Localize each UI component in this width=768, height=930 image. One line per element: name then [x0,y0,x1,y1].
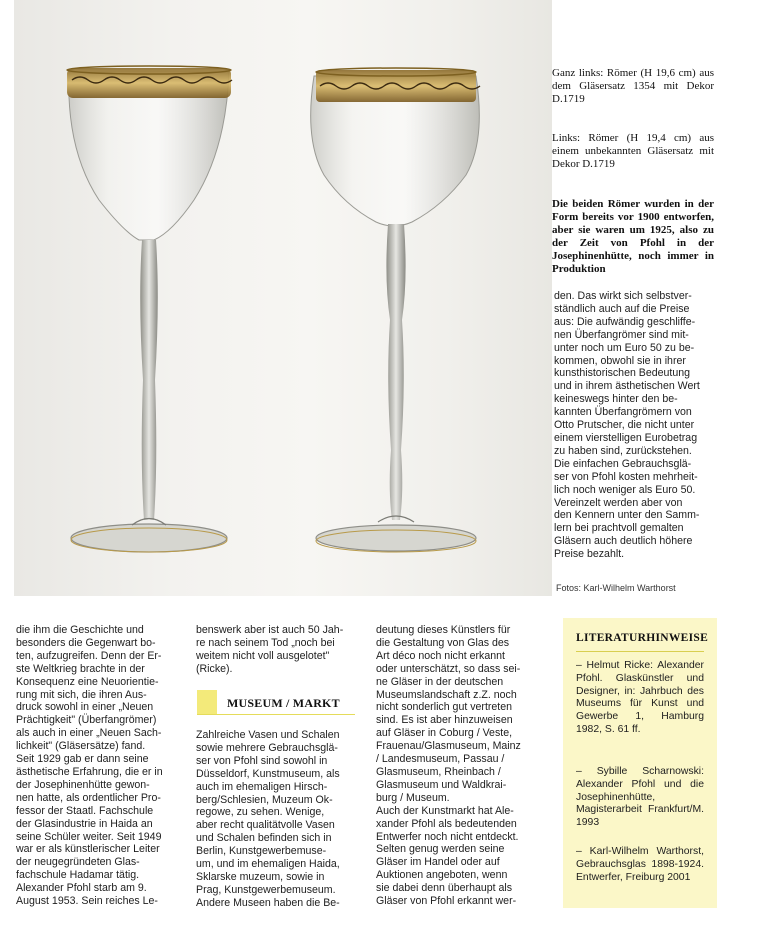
body-column-1: die ihm die Geschichte und besonders die Gegenwart bo- ten, aufzugreifen. Denn der Er- ste Weltkrieg brachte in der Konsequenz eine Neuorientie- rung mit sich, die ihren Aus- druck sowohl in einer „Neuen Prächtigkeit" (Überfangrömer) als auch in einer „Neuen Sach- lichkeit" (Gläsersätze) fand. Seit 1929 gab er dann seine ästhetische Erfahrung, die er in der Josephinenhütte gewon- nen hatte, als ordentlicher Pro- fessor der Staatl. Fachschule der Glasindustrie in Haida an seine Schüler weiter. Seit 1949 war er als künstlerischer Leiter der neugegründeten Glas- fachschule Hadamar tätig. Alexander Pfohl starb am 9. August 1953. Sein reiches Le- [16,624,163,908]
glasses-photo [14,0,552,596]
heading-rule [197,714,355,715]
literature-entry: – Karl-Wilhelm Warthorst, Gebrauchsglas 1898-1924. Entwerfer, Freiburg 2001 [576,846,704,883]
literature-entry: – Sybille Scharnowski: Alexander Pfohl und die Josephinenhütte, Magisterarbeit Frankfurt/M. 1993 [576,766,704,829]
roemer-glasses-illustration [14,0,552,596]
caption-both-glasses: Die beiden Römer wurden in der Form bereits vor 1900 entworfen, aber sie waren um 1925, also zu der Zeit von Pfohl in der Josephinenhütte, noch immer in Produktion [552,198,714,275]
literature-entry: – Helmut Ricke: Alexander Pfohl. Glaskünstler und Designer, in: Jahrbuch des Museums für Kunst und Gewerbe 1, Hamburg 1982, S. 61 ff. [576,660,704,735]
body-column-2-top: benswerk aber ist auch 50 Jah- re nach seinem Tod „noch bei weitem nicht voll ausgelotet" (Ricke). [196,624,344,675]
literature-rule [576,651,704,652]
museum-heading: MUSEUM / MARKT [227,696,340,710]
photo-credit: Fotos: Karl-Wilhelm Warthorst [556,583,676,593]
literature-title: LITERATURHINWEISE [576,632,709,644]
caption-far-left-glass: Ganz links: Römer (H 19,6 cm) aus dem Gläsersatz 1354 mit Dekor D.1719 [552,67,714,105]
caption-left-glass: Links: Römer (H 19,4 cm) aus einem unbekannten Gläsersatz mit Dekor D.1719 [552,132,714,170]
right-roemer-glass [311,68,480,552]
section-marker [197,690,217,714]
body-column-3: deutung dieses Künstlers für die Gestaltung von Glas des Art déco noch nicht erkannt oder unterschätzt, so dass sei- ne Gläser in der deutschen Museumslandschaft z.Z. noch nicht sonderlich gut vertreten sind. Es ist aber hinzuweisen auf Gläser in Coburg / Veste, Frauenau/Glasmuseum, Mainz / Landesmuseum, Passau / Glasmuseum, Rheinbach / Glasmuseum und Waldkrai- burg / Museum. Auch der Kunstmarkt hat Ale- xander Pfohl als bedeutenden Entwerfer noch nicht entdeckt. Selten genug werden seine Gläser im Handel oder auf Auktionen angeboten, wenn sie dabei denn überhaupt als Gläser von Pfohl erkannt wer- [376,624,521,908]
body-column-2-bottom: Zahlreiche Vasen und Schalen sowie mehrere Gebrauchsglä- ser von Pfohl sind sowohl in Düsseldorf, Kunstmuseum, als auch im ehemaligen Hirsch- berg/Schlesien, Muzeum Ok- regowe, zu sehen. Wenige, aber recht qualitätvolle Vasen und Schalen befinden sich in Berlin, Kunstgewerbemuse- um, und im ehemaligen Haida, Sklarske muzeum, sowie in Prag, Kunstgewerbemuseum. Andere Museen haben die Be- [196,729,340,909]
right-column-text: den. Das wirkt sich selbstver- ständlich auch auf die Preise aus: Die aufwändig geschliffe- nen Überfangrömer sind mit- unter noch um Euro 50 zu be- kommen, obwohl sie in ihrer kunsthistorischen Bedeutung und in ihrem ästhetischen Wert keineswegs hinter den be- kannten Überfangrömern von Otto Prutscher, die nicht unter einem vierstelligen Eurobetrag zu haben sind, zurückstehen. Die einfachen Gebrauchsglä- ser von Pfohl kosten mehrheit- lich noch weniger als Euro 50. Vereinzelt werden aber von den Kennern unter den Samm- lern bei prachtvoll gemalten Gläsern auch deutlich höhere Preise bezahlt. [554,290,700,561]
left-roemer-glass [67,66,232,552]
